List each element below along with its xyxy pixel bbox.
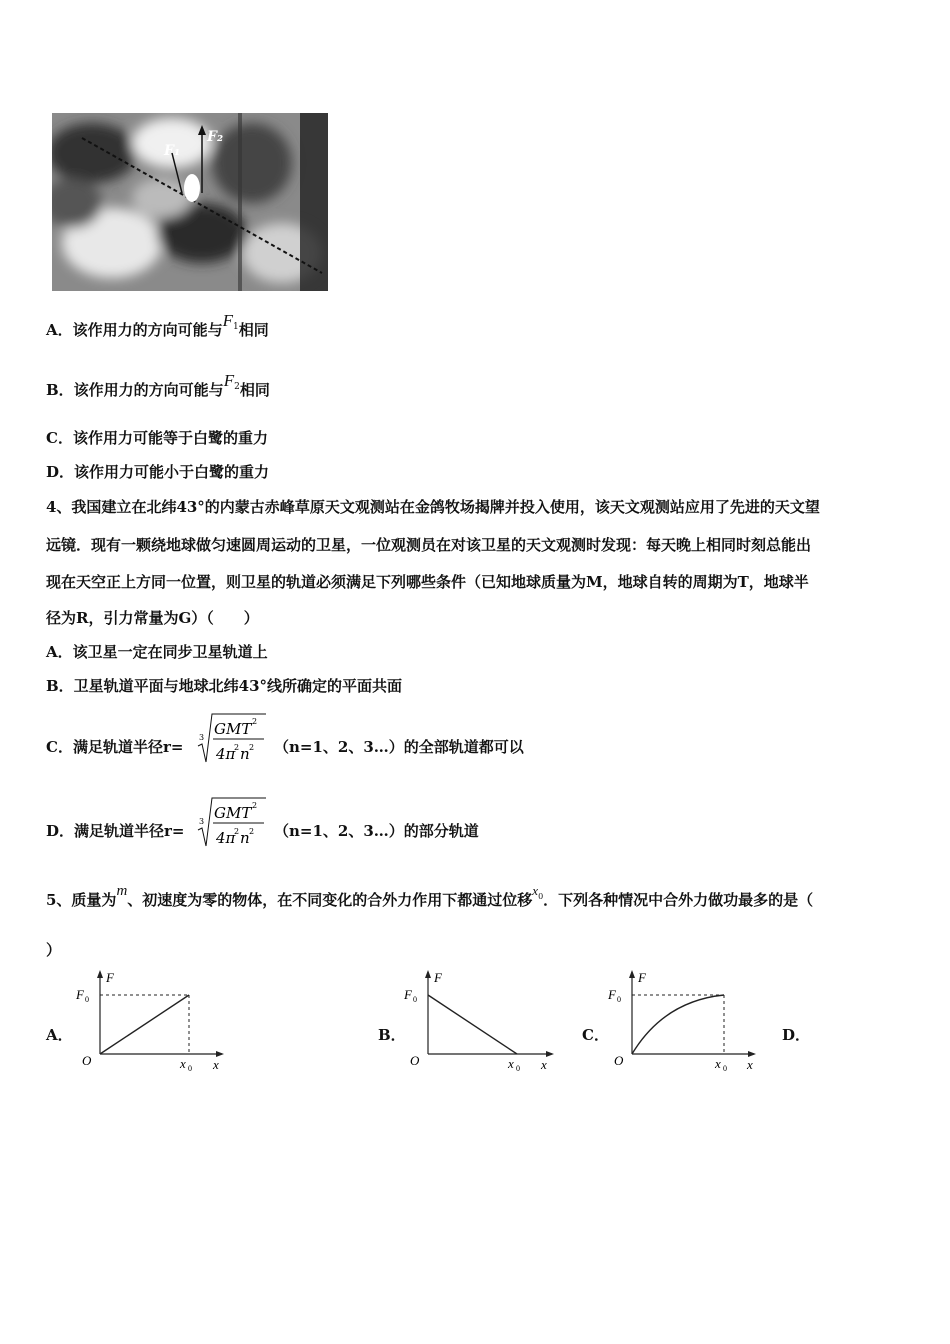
q3-option-a[interactable]: A．该作用力的方向可能与$F^1$相同: [46, 311, 269, 339]
f1-symbol: F: [222, 311, 234, 330]
svg-text:2: 2: [234, 743, 240, 752]
q5-option-a-label[interactable]: A．: [46, 1026, 73, 1044]
svg-text:F: F: [434, 970, 442, 985]
q3-option-c[interactable]: C．该作用力可能等于白鹭的重力: [46, 429, 268, 447]
svg-text:O: O: [614, 1053, 624, 1068]
q4-stem-line-4: 径为R，引力常量为G）（ ）: [46, 609, 259, 627]
svg-text:0: 0: [413, 995, 417, 1004]
svg-text:x: x: [180, 1056, 186, 1071]
svg-text:0: 0: [617, 995, 621, 1004]
svg-text:O: O: [410, 1053, 420, 1068]
svg-text:x: x: [747, 1057, 753, 1072]
svg-text:2: 2: [249, 827, 255, 836]
mass-symbol: m: [116, 883, 128, 899]
svg-text:F: F: [608, 987, 616, 1002]
radius-formula-c: [196, 712, 268, 768]
svg-text:x: x: [541, 1057, 547, 1072]
photo-f1-label: F₁: [164, 143, 181, 159]
svg-text:2: 2: [252, 717, 258, 726]
egret-photo: [52, 113, 328, 291]
f2-symbol: F: [223, 371, 235, 390]
svg-text:0: 0: [723, 1064, 727, 1073]
graph-b[interactable]: [402, 966, 562, 1080]
q5-stem-line-2: ）: [46, 941, 62, 959]
q5-option-b-label[interactable]: B．: [378, 1026, 406, 1044]
q5-option-c-label[interactable]: C．: [582, 1026, 609, 1044]
graph-c[interactable]: [604, 966, 764, 1080]
q4-stem-line-1: 4、我国建立在北纬43°的内蒙古赤峰草原天文观测站在金鸽牧场揭牌并投入使用，该天文观测站应用了先进的天文望: [46, 498, 820, 516]
svg-text:n: n: [240, 829, 250, 847]
svg-text:3: 3: [199, 733, 205, 742]
q4-option-b[interactable]: B．卫星轨道平面与地球北纬43°线所确定的平面共面: [46, 677, 403, 695]
svg-text:2: 2: [234, 827, 240, 836]
svg-text:x: x: [715, 1056, 721, 1071]
q3-option-d[interactable]: D．该作用力可能小于白鹭的重力: [46, 463, 270, 481]
svg-text:x: x: [213, 1057, 219, 1072]
svg-text:GMT: GMT: [214, 804, 252, 822]
x0-symbol: x: [532, 883, 539, 898]
svg-text:0: 0: [516, 1064, 520, 1073]
photo-f2-label: F₂: [207, 129, 224, 145]
q5-stem-line-1: 5、质量为m、初速度为零的物体，在不同变化的合外力作用下都通过位移$x^0$．下列各种情况中合外力做功最多的是（: [46, 883, 814, 909]
q4-stem-line-2: 远镜．现有一颗绕地球做匀速圆周运动的卫星，一位观测员在对该卫星的天文观测时发现：每天晚上相同时刻总能出: [46, 536, 812, 554]
svg-text:4π: 4π: [216, 829, 236, 847]
svg-text:2: 2: [249, 743, 255, 752]
q4-stem-line-3: 现在天空正上方同一位置，则卫星的轨道必须满足下列哪些条件（已知地球质量为M，地球自转的周期为T，地球半: [46, 573, 809, 591]
svg-text:F: F: [106, 970, 114, 985]
svg-text:F: F: [638, 970, 646, 985]
svg-text:0: 0: [85, 995, 89, 1004]
svg-text:0: 0: [188, 1064, 192, 1073]
svg-text:O: O: [82, 1053, 92, 1068]
q5-option-d-label[interactable]: D．: [782, 1026, 811, 1044]
graph-a[interactable]: [72, 966, 232, 1080]
radius-formula-d: [196, 796, 268, 852]
q3-option-b[interactable]: B．该作用力的方向可能与$F^2$相同: [46, 371, 270, 399]
svg-text:x: x: [508, 1056, 514, 1071]
svg-text:GMT: GMT: [214, 720, 252, 738]
svg-text:2: 2: [252, 801, 258, 810]
svg-text:F: F: [76, 987, 84, 1002]
svg-text:4π: 4π: [216, 745, 236, 763]
svg-text:n: n: [240, 745, 250, 763]
q4-option-a[interactable]: A．该卫星一定在同步卫星轨道上: [46, 643, 268, 661]
svg-text:3: 3: [199, 817, 205, 826]
svg-text:F: F: [404, 987, 412, 1002]
